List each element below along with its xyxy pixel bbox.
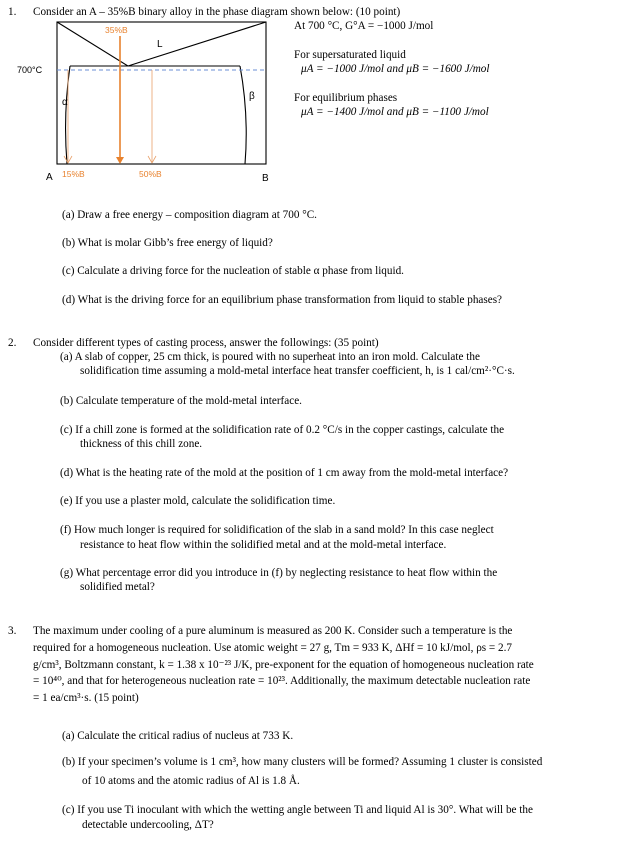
label-50B: 50%B bbox=[139, 169, 162, 179]
q3-b-line2: of 10 atoms and the atomic radius of Al is 1.8 Å. bbox=[82, 775, 300, 787]
q2-d: (d) What is the heating rate of the mold at the position of 1 cm away from the mold-metal interface? bbox=[60, 467, 509, 479]
label-L: L bbox=[157, 39, 163, 50]
liquidus-right bbox=[128, 22, 266, 66]
q1-at700: At 700 °C, G°A = −1000 J/mol bbox=[294, 20, 434, 32]
label-alpha: α bbox=[62, 97, 68, 108]
q3-c-line1: (c) If you use Ti inoculant with which the wetting angle between Ti and liquid Al is 30°. What will be the bbox=[62, 804, 533, 816]
q2-g-line2: solidified metal? bbox=[80, 581, 155, 593]
q3-a: (a) Calculate the critical radius of nucleus at 733 K. bbox=[62, 730, 294, 742]
q1-part-a: (a) Draw a free energy – composition diagram at 700 °C. bbox=[62, 209, 317, 221]
q3-line4: = 10⁴⁰, and that for heterogeneous nucleation rate = 10²³. Additionally, the maximum detectable nucleation rate bbox=[33, 675, 531, 687]
q3-line2: required for a homogeneous nucleation. Use atomic weight = 27 g, Tm = 933 K, ΔHf = 10 kJ/mol, ρs = 2.7 bbox=[33, 642, 513, 654]
q1-supersat-values: μA = −1000 J/mol and μB = −1600 J/mol bbox=[301, 63, 490, 75]
q1-part-b: (b) What is molar Gibb’s free energy of liquid? bbox=[62, 237, 273, 249]
q3-line3: g/cm³, Boltzmann constant, k = 1.38 x 10⁻²³ J/K, pre-exponent for the equation of homogeneous nucleation rate bbox=[33, 659, 534, 671]
q2-g-line1: (g) What percentage error did you introduce in (f) by neglecting resistance to heat flow within the bbox=[60, 567, 498, 579]
q1-equil-title: For equilibrium phases bbox=[294, 92, 398, 104]
q1-part-c: (c) Calculate a driving force for the nucleation of stable α phase from liquid. bbox=[62, 265, 404, 277]
q1-part-d: (d) What is the driving force for an equilibrium phase transformation from liquid to stable phases? bbox=[62, 294, 503, 306]
q3-line1: The maximum under cooling of a pure aluminum is measured as 200 K. Consider such a temperature is the bbox=[33, 625, 513, 637]
q2-a-line2: solidification time assuming a mold-metal interface heat transfer coefficient, h, is 1 cal/cm²·°C·s. bbox=[80, 365, 515, 377]
q1-intro: Consider an A – 35%B binary alloy in the phase diagram shown below: (10 point) bbox=[33, 6, 401, 18]
phase-diagram bbox=[0, 0, 290, 190]
label-15B: 15%B bbox=[62, 169, 85, 179]
q3-b-line1: (b) If your specimen’s volume is 1 cm³, how many clusters will be formed? Assuming 1 cluster is consisted bbox=[62, 756, 543, 768]
label-beta: β bbox=[249, 91, 255, 102]
q2-f-line1: (f) How much longer is required for solidification of the slab in a sand mold? In this case neglect bbox=[60, 524, 494, 536]
q3-number: 3. bbox=[8, 625, 17, 637]
q2-f-line2: resistance to heat flow within the solidified metal and at the mold-metal interface. bbox=[80, 539, 447, 551]
q2-c-line1: (c) If a chill zone is formed at the solidification rate of 0.2 °C/s in the copper castings, calculate the bbox=[60, 424, 505, 436]
label-B: B bbox=[262, 173, 269, 184]
q2-intro: Consider different types of casting process, answer the followings: (35 point) bbox=[33, 337, 379, 349]
label-35B: 35%B bbox=[105, 25, 128, 35]
q3-line5: = 1 ea/cm³·s. (15 point) bbox=[33, 692, 139, 704]
q2-number: 2. bbox=[8, 337, 17, 349]
label-A: A bbox=[46, 172, 53, 183]
q1-supersat-title: For supersaturated liquid bbox=[294, 49, 406, 61]
q3-c-line2: detectable undercooling, ΔT? bbox=[82, 819, 214, 831]
q1-equil-values: μA = −1400 J/mol and μB = −1100 J/mol bbox=[301, 106, 489, 118]
q1-number: 1. bbox=[8, 6, 17, 18]
q2-a-line1: (a) A slab of copper, 25 cm thick, is poured with no superheat into an iron mold. Calculate the bbox=[60, 351, 480, 363]
label-700C: 700°C bbox=[17, 65, 43, 75]
q2-b: (b) Calculate temperature of the mold-metal interface. bbox=[60, 395, 302, 407]
composition-35B-arrow bbox=[116, 157, 124, 164]
q2-e: (e) If you use a plaster mold, calculate the solidification time. bbox=[60, 495, 336, 507]
beta-solvus bbox=[240, 66, 246, 164]
q2-c-line2: thickness of this chill zone. bbox=[80, 438, 203, 450]
